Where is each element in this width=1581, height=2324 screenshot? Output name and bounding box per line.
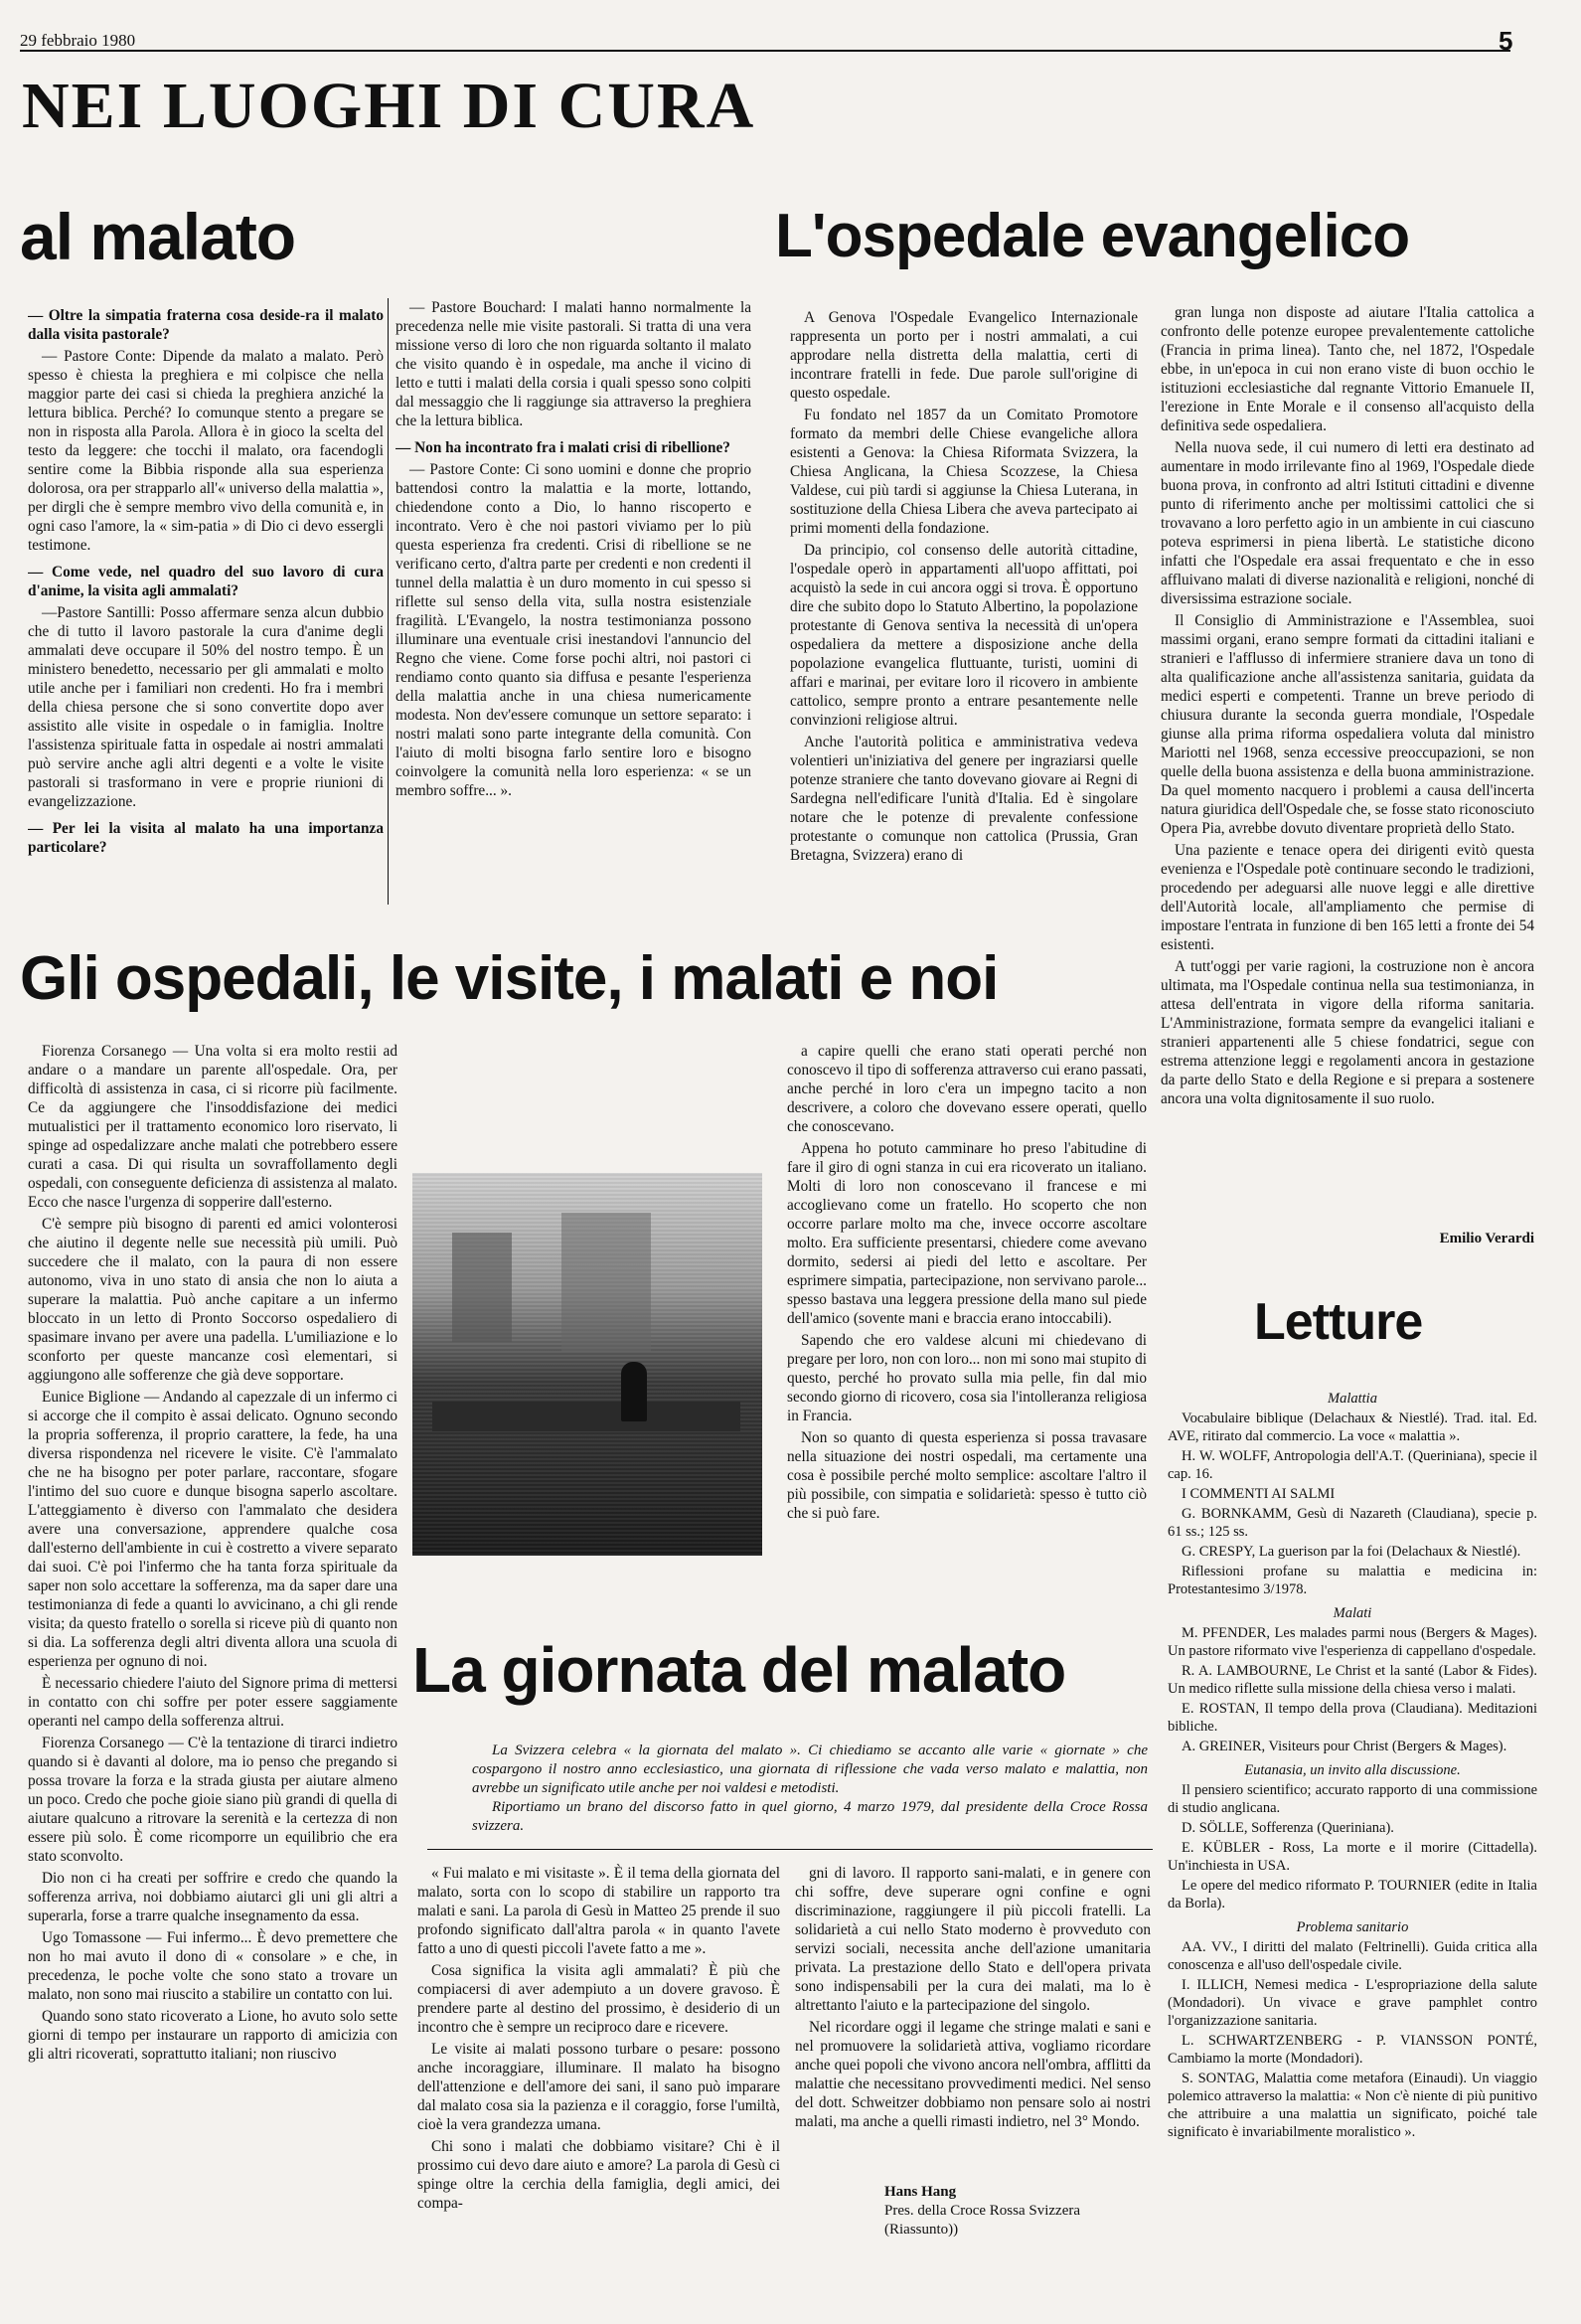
letture-item: AA. VV., I diritti del malato (Feltrinelli). Guida critica alla conoscenza e all'uso dell'ospedale civile. <box>1168 1939 1537 1973</box>
paragraph: Eunice Biglione — Andando al capezzale di un infermo ci si accorge che il compito è assai delicato. Ognuno secondo la propria sofferenza, il proprio carattere, la fede, ha una diversa rispondenza nel ricevere le visite. C'è l'ammalato che ne ha bisogno per poter parlare, raccontare, sfogare l'intimo del suo cuore e dunque bisogna saperlo ascoltare. L'atteggiamento è diverso con l'ammalato che desidera avere una conversazione, apprendere qualche cosa dall'esterno dell'ambiente in cui è costretto a vivere separato dai suoi. C'è poi l'infermo che ha tanta forza spirituale da saper non solo accettare la sofferenza, ma da saper dare una testimonianza di fede a quanti lo avvicinano, a chi gli rende visita; da questo fratello o sorella si riceve più di quanto non si dia. La sofferenza degli altri diventa allora una scuola di esperienza per ognuno di noi. <box>28 1389 397 1670</box>
paragraph: Fiorenza Corsanego — C'è la tentazione di tirarci indietro quando si è davanti al dolore, ma io penso che pregando si possa trovare la forza e la strada giusta per aiutare almeno un poco. Credo che poche gioie siano più grandi di quella di aiutare qualcuno a ritrovare la serenità e la certezza di non essere più solo. È come ricomporre un equilibrio che era stato sconvolto. <box>28 1735 397 1865</box>
paragraph: Ugo Tomassone — Fui infermo... È devo premettere che non ho mai avuto il dono di « consolare » e che, in precedenza, le poche volte che sono stato a trovare un malato, non sono mai riuscito a stabilire un contatto con lui. <box>28 1929 397 2003</box>
letture-item: H. W. WOLFF, Antropologia dell'A.T. (Queriniana), specie il cap. 16. <box>1168 1448 1537 1482</box>
letture-item: L. SCHWARTZENBERG - P. VIANSSON PONTÉ, Cambiamo la morte (Mondadori). <box>1168 2033 1537 2067</box>
article2-column-1 <box>790 308 1138 905</box>
paragraph: gni di lavoro. Il rapporto sani-malati, e in genere con chi soffre, deve superare ogni confine e ogni discriminazione, raggiungere il più piccoli fratelli. La solidarietà a cui nello Stato moderno è provveduto con servizi sociali, necessita anche dell'azione umanitaria privata. La prestazione dello Stato e dell'opera privata sono indispensabili per la cura dei malati, ma lo è altrettanto l'aiuto e la partecipazione del singolo. <box>795 1865 1151 2014</box>
letture-item: G. BORNKAMM, Gesù di Nazareth (Claudiana), specie p. 61 ss.; 125 ss. <box>1168 1506 1537 1540</box>
paragraph: Nella nuova sede, il cui numero di letti era destinato ad aumentare in modo irrilevante fino al 1969, l'Ospedale diede buona prova, in confronto ad altri Istituti cittadini e divenne punto di riferimento anche per moltissimi cattolici che si trovavano a loro perfetto agio in un ambiente in cui ciascuno poteva esprimersi in piena libertà. Le statistiche dicono infatti che l'Ospedale era assai frequentato e che in esso affluivano malati di diverse nazionalità e religioni, nonché di diversissima estrazione sociale. <box>1161 439 1534 607</box>
question-paragraph: — Per lei la visita al malato ha una importanza particolare? <box>28 820 384 856</box>
article-title-gli-ospedali: Gli ospedali, le visite, i malati e noi <box>20 944 999 1013</box>
page-number: 5 <box>1499 26 1513 56</box>
letture-section-heading: Eutanasia, un invito alla discussione. <box>1244 1762 1461 1778</box>
paragraph: Il Consiglio di Amministrazione e l'Assemblea, suoi massimi organi, erano sempre formati da cittadini italiani e stranieri e l'afflusso di infermiere straniere dava un tono di alta qualificazione anche all'assistenza sanitaria, guidata da medici esperti e competenti. Tranne un breve periodo di chiusura durante la seconda guerra mondiale, l'Ospedale giunse alla prima riforma ospedaliera voluta dal ministro Mariotti nel 1968, senza eccessive preoccupazioni, se non quelle della buona assistenza e della buona amministrazione. Da quel momento nacquero i problemi a causa dell'incerta natura giuridica dell'Ospedale che, se fosse stato riconosciuto Opera Pia, avrebbe dovuto diventare proprietà dello Stato. <box>1161 612 1534 837</box>
question-paragraph: — Oltre la simpatia fraterna cosa deside-ra il malato dalla visita pastorale? <box>28 307 384 343</box>
letture-section-heading: Problema sanitario <box>1296 1919 1409 1935</box>
letture-item: M. PFENDER, Les malades parmi nous (Bergers & Mages). Un pastore riformato vive l'esperienza di cappellano d'ospedale. <box>1168 1625 1537 1659</box>
letture-item: I. ILLICH, Nemesi medica - L'espropriazione della salute (Mondadori). Un vivace e grave pamphlet contro l'organizzazione sanitaria. <box>1168 1977 1537 2029</box>
paragraph: gran lunga non disposte ad aiutare l'Italia cattolica a confronto delle potenze europee prevalentemente cattoliche (Francia in prima linea). Tanto che, nel 1872, l'Ospedale ebbe, in un'epoca in cui non erano viste di buon occhio le istituzioni ecclesiastiche dal regnante Vittorio Emanuele II, l'erezione in Ente Morale e il consenso all'acquisto della definitiva sede ospedaliera. <box>1161 304 1534 434</box>
signature-name: Hans Hang <box>884 2184 957 2200</box>
paragraph: Chi sono i malati che dobbiamo visitare? Chi è il prossimo cui devo dare aiuto e amore? La parola di Gesù ci spinge oltre la cerchia della famiglia, degli amici, dei compa- <box>417 2138 780 2212</box>
section-title: NEI LUOGHI DI CURA <box>22 70 756 142</box>
question-paragraph: — Non ha incontrato fra i malati crisi di ribellione? <box>395 439 730 456</box>
article4-column-1 <box>417 1864 780 2316</box>
paragraph: Appena ho potuto camminare ho preso l'abitudine di fare il giro di ogni stanza in cui era ricoverato un italiano. Molti di loro non conoscevano il francese e mi accoglievano come un fratello. Ho scoperto che non occorre parlare molto ma che, invece occorre ascoltare molto. Era sufficiente presentarsi, chiedere come avevano dormito, sedersi ai piedi del letto e ascoltare. Per esprimere simpatia, partecipazione, non servivano parole... spesso bastava una leggera pressione della mano sul piede dell'amico (sovente mani e braccia erano intoccabili). <box>787 1140 1147 1327</box>
letture-item: G. CRESPY, La guerison par la foi (Delachaux & Niestlé). <box>1182 1544 1521 1560</box>
letture-title: Letture <box>1254 1293 1423 1351</box>
letture-item: E. ROSTAN, Il tempo della prova (Claudiana). Meditazioni bibliche. <box>1168 1701 1537 1735</box>
paragraph: Le visite ai malati possono turbare o pesare: possono anche incoraggiare, illuminare. Il malato ha bisogno dell'attenzione e dell'amore dei sani, il sano può imparare dal malato cosa sia la pazienza e il coraggio, forse l'umiltà, cioè la vera grandezza umana. <box>417 2041 780 2133</box>
article3-column-2 <box>787 1042 1147 1583</box>
article4-intro-text: La Svizzera celebra « la giornata del malato ». Ci chiediamo se accanto alle varie « giornate » che cospargono il nostro anno ecclesiastico, una giornata di riflessione che vada verso malato e malattia, non avrebbe un significato utile anche per noi valdesi e metodisti. <box>472 1743 1148 1796</box>
signature-note: (Riassunto)) <box>884 2222 959 2238</box>
article2-signature: Emilio Verardi <box>1439 1231 1534 1246</box>
paragraph: C'è sempre più bisogno di parenti ed amici volonterosi che aiutino il degente nelle sue necessità più umili. Può succedere che il malato, con la paura di non essere autonomo, viva in uno stato di ansia che non lo aiuta a superare la malattia. Può anche capitare a un infermo bloccato in un letto di Pronto Soccorso ospedaliero di spasimare invano per avere una padella. L'umiliazione e lo sconforto per queste mancanze così elementari, si aggiungono alle sofferenze che già deve sopportare. <box>28 1216 397 1384</box>
paragraph: — Pastore Conte: Ci sono uomini e donne che proprio battendosi contro la malattia e la morte, lottando, chiedendone conto a Dio, lo hanno riscoperto e incontrato. Vero è che noi pastori viviamo per lo più questa esperienza fra credenti. Crisi di ribellione se ne verificano certo, d'altra parte per credenti e non credenti il tunnel della malattia è un duro momento in cui spesso si riflette sul senso della vita, sulla nostra esistenziale fragilità. L'Evangelo, la nostra testimonianza possono illuminare una eventuale crisi inestandovi l'annuncio del Regno che viene. Come forse pochi altri, noi pastori ci rendiamo conto quanto sia diffusa e pesante l'esperienza della malattia anche in una chiesa numericamente modesta. Non dev'essere comunque un settore separato: i nostri malati sono parte integrante della comunità. Con l'aiuto di molti bisogna farlo sentire loro e bisogno coinvolgere la comunità nella loro esperienza: « se un membro soffre... ». <box>395 461 751 799</box>
column-divider <box>388 298 389 905</box>
letture-item: Vocabulaire biblique (Delachaux & Niestlé). Trad. ital. Ed. AVE, ritirato dal commercio. La voce « malattia ». <box>1168 1411 1537 1444</box>
article4-signature <box>884 2183 1148 2240</box>
paragraph: Dio non ci ha creati per soffrire e credo che quando la sofferenza arriva, noi dobbiamo aiutarci gli uni gli altri a superarla, forse a trarre qualche insegnamento da essa. <box>28 1870 397 1924</box>
letture-item: R. A. LAMBOURNE, Le Christ et la santé (Labor & Fides). Un medico riflette sulla missione della chiesa verso i malati. <box>1168 1663 1537 1697</box>
paragraph: Una paziente e tenace opera dei dirigenti evitò questa evenienza e l'Ospedale potè continuare secondo le tradizioni, procedendo per adeguarsi alle nuove leggi e alle direttive dell'Autorità locale, all'ampliamento che permise di impostare l'entrata in funzione di ben 165 letti a fronte dei 54 esistenti. <box>1161 842 1534 953</box>
paragraph: È necessario chiedere l'aiuto del Signore prima di mettersi in contatto con chi soffre per poter essere saggiamente operanti nel campo della sofferenza altrui. <box>28 1675 397 1730</box>
article1-column-2 <box>395 298 751 905</box>
page-date: 29 febbraio 1980 <box>20 31 136 50</box>
paragraph: a capire quelli che erano stati operati perché non conoscevo il tipo di sofferenza attraverso cui erano passati, anche perché in loro c'era un impegno tacito a non descrivere, a coloro che dovevano essere operati, quello che conoscevano. <box>787 1043 1147 1135</box>
article4-intro-text-2: Riportiamo un brano del discorso fatto in quel giorno, 4 marzo 1979, dal presidente della Croce Rossa svizzera. <box>472 1799 1148 1834</box>
paragraph: A Genova l'Ospedale Evangelico Internazionale rappresenta un porto per i nostri ammalati, a cui approdare nella distretta della malattia, certi di incontrare fratelli in fede. Due parole sull'origine di questo ospedale. <box>790 309 1138 402</box>
paragraph: — Pastore Conte: Dipende da malato a malato. Però spesso è chiesta la preghiera e mi colpisce che nella maggior parte dei casi si chieda la preghiera anziché la lettura biblica. Perché? Io comunque stento a pregare se non in risposta alla Parola. Allora è in gioco la scelta del testo da leggere: che tocchi il malato, ora facendogli sentire come la Bibbia risponde alla sua esperienza dolorosa, ora per strapparlo all'« universo della malattia », per dirgli che è sempre membro vivo della comunità e, in ogni caso l'amore, la « sim-patia » di Dio ci devo essergli testimone. <box>28 348 384 554</box>
signature-role: Pres. della Croce Rossa Svizzera <box>884 2203 1081 2219</box>
article3-column-1 <box>28 1042 397 2314</box>
letture-item: Le opere del medico riformato P. TOURNIER (edite in Italia da Borla). <box>1168 1878 1537 1911</box>
paragraph: A tutt'oggi per varie ragioni, la costruzione non è ancora ultimata, ma l'Ospedale continua nella sua testimonianza, in attesa dell'entrata in vigore della riforma sanitaria. L'Amministrazione, formata sempre da evangelici italiani e stranieri appartenenti alle 5 chiese fondatrici, segue con estrema attenzione leggi e regolamenti ancora in gestazione da parte dello Stato e della Regione e si prepara a sostenere ancora una volta dignitosamente il suo ruolo. <box>1161 958 1534 1107</box>
paragraph: Nel ricordare oggi il legame che stringe malati e sani e nel promuovere la solidarietà attiva, vogliamo ricordare anche quei popoli che vivono ancora nell'ombra, afflitti da malattie che necessitano provvedimenti medici. Nel senso del dott. Schweitzer dobbiamo non pensare solo ai nostri malati, ma anche a quelli rimasti indietro, nel 3° Mondo. <box>795 2019 1151 2130</box>
paragraph: Fu fondato nel 1857 da un Comitato Promotore formato da membri delle Chiese evangeliche allora esistenti a Genova: la Chiesa Riformata Svizzera, la Chiesa Anglicana, la Chiesa Scozzese, la Chiesa Valdese, cui più tardi si aggiunse la Chiesa Luterana, in sostituzione della Chiesa Libera che aveva partecipato ai primi momenti della fondazione. <box>790 407 1138 537</box>
article-title-giornata-del-malato: La giornata del malato <box>412 1634 1066 1706</box>
article4-intro <box>472 1742 1148 1836</box>
letture-section-heading: Malattia <box>1328 1391 1377 1407</box>
letture-item: Riflessioni profane su malattia e medicina in: Protestantesimo 3/1978. <box>1168 1564 1537 1597</box>
letture-item: I COMMENTI AI SALMI <box>1182 1486 1336 1502</box>
paragraph: —Pastore Santilli: Posso affermare senza alcun dubbio che di tutto il lavoro pastorale la cura d'anime degli ammalati deve occupare il 50% del nostro tempo. È un ministero benedetto, necessario per gli ammalati e molto utile anche per i familiari non credenti. Ho fra i membri della chiesa persone che si sono convertite dopo aver assistito alle visite in ospedale o in famiglia. Inoltre l'assistenza spirituale fatta in ospedale ai nostri ammalati può servire anche agli altri degenti e a volte le visite pastorali si trasformano in vere e proprie riunioni di evangelizzazione. <box>28 604 384 810</box>
paragraph: Sapendo che ero valdese alcuni mi chiedevano di pregare per loro, non con loro... non mi sono mai stupito di questo, perché ho provato sulla mia pelle, fin dal mio secondo giorno di ricovero, cosa sia l'intolleranza religiosa in Francia. <box>787 1332 1147 1424</box>
article-title-al-malato: al malato <box>20 200 296 273</box>
header-rule <box>20 50 1510 52</box>
letture-item: S. SONTAG, Malattia come metafora (Einaudi). Un viaggio polemico attraverso la malattia: « Non c'è niente di più punitivo che attribuire a una malattia un significato, poiché tale significato è invariabilmente moralistico ». <box>1168 2071 1537 2140</box>
paragraph: Cosa significa la visita agli ammalati? È più che compiacersi di aver adempiuto a un dovere gravoso. È prendere parte al destino del prossimo, è desiderio di un incontro che è sempre un reciproco dare e ricevere. <box>417 1962 780 2036</box>
letture-item: Il pensiero scientifico; accurato rapporto di una commissione di studio anglicana. <box>1168 1782 1537 1816</box>
article4-column-2 <box>795 1864 1151 2162</box>
hospital-ward-photo <box>412 1173 762 1556</box>
article1-column-1 <box>28 298 384 905</box>
paragraph: Fiorenza Corsanego — Una volta si era molto restii ad andare o a mandare un parente all'ospedale. Ora, per difficoltà di assistenza in casa, ci si ricorre più facilmente. Ce da aggiungere che l'insoddisfazione dei medici mutualistici per il trattamento economico loro riservato, li spinge ad ospedalizzare anche malati che potrebbero essere curati a casa. Di qui risulta un sovraffollamento degli ospedali, con conseguente deficienza di assistenza al malato. Ecco che nasce l'urgenza di sopperire dall'esterno. <box>28 1043 397 1211</box>
paragraph: Non so quanto di questa esperienza si possa travasare nella situazione dei nostri ospedali, ma certamente una cosa è possibile perché molto semplice: ascoltare l'altro il più possibile, con simpatia e solidarietà: spesso è tutto ciò che si può fare. <box>787 1429 1147 1522</box>
letture-item: E. KÜBLER - Ross, La morte e il morire (Cittadella). Un'inchiesta in USA. <box>1168 1840 1537 1874</box>
article2-column-2 <box>1161 303 1534 1213</box>
article-title-ospedale-evangelico: L'ospedale evangelico <box>775 202 1410 270</box>
letture-item: D. SÖLLE, Sofferenza (Queriniana). <box>1182 1820 1394 1836</box>
paragraph: — Pastore Bouchard: I malati hanno normalmente la precedenza nelle mie visite pastorali. Si tratta di una vera missione verso di loro che non riguarda soltanto il malato che visito quando è in ospedale, ma anche il vicino di letto e tutti i malati della corsia i quali spesso sono colpiti dal messaggio che li raggiunge sia attraverso la preghiera che la lettura biblica. <box>395 299 751 429</box>
question-paragraph: — Come vede, nel quadro del suo lavoro di cura d'anime, la visita agli ammalati? <box>28 564 384 599</box>
paragraph: « Fui malato e mi visitaste ». È il tema della giornata del malato, sorta con lo scopo di stabilire un rapporto tra malati e sani. La parola di Gesù in Matteo 25 prende il suo profondo significato dall'altra parola « in quanto l'avete fatto a uno di questi piccoli l'avete fatto a me ». <box>417 1865 780 1957</box>
intro-rule <box>427 1849 1153 1850</box>
letture-list <box>1168 1384 1537 2318</box>
paragraph: Quando sono stato ricoverato a Lione, ho avuto solo sette giorni di tempo per instaurare un rapporto di amicizia con gli altri ricoverati, soprattutto italiani; non riuscivo <box>28 2008 397 2063</box>
paragraph: Da principio, col consenso delle autorità cittadine, l'ospedale operò in appartamenti all'uopo affittati, poi acquistò la sede in cui ancora oggi si trova. È opportuno dire che subito dopo lo Statuto Albertino, la popolazione protestante di Genova sentiva la necessità di un'opera ospedaliera da mettere a disposizione anche della popolazione evangelica fluttuante, turisti, uomini di affari e marinai, per evitare loro il ricovero in ambiente cattolico, sempre pronto a entrare pesantemente nelle convinzioni religiose altrui. <box>790 542 1138 729</box>
letture-section-heading: Malati <box>1333 1605 1372 1621</box>
letture-item: A. GREINER, Visiteurs pour Christ (Bergers & Mages). <box>1182 1739 1507 1754</box>
paragraph: Anche l'autorità politica e amministrativa vedeva volentieri un'iniziativa del genere per ingraziarsi quelle potenze straniere che tanto dovevano giovare ai Regni di Sardegna nell'edificare l'unità d'Italia. Ed è singolare notare che le potenze di prevalente confessione protestante o comunque non cattolica (Prussia, Gran Bretagna, Svizzera) erano di <box>790 734 1138 864</box>
